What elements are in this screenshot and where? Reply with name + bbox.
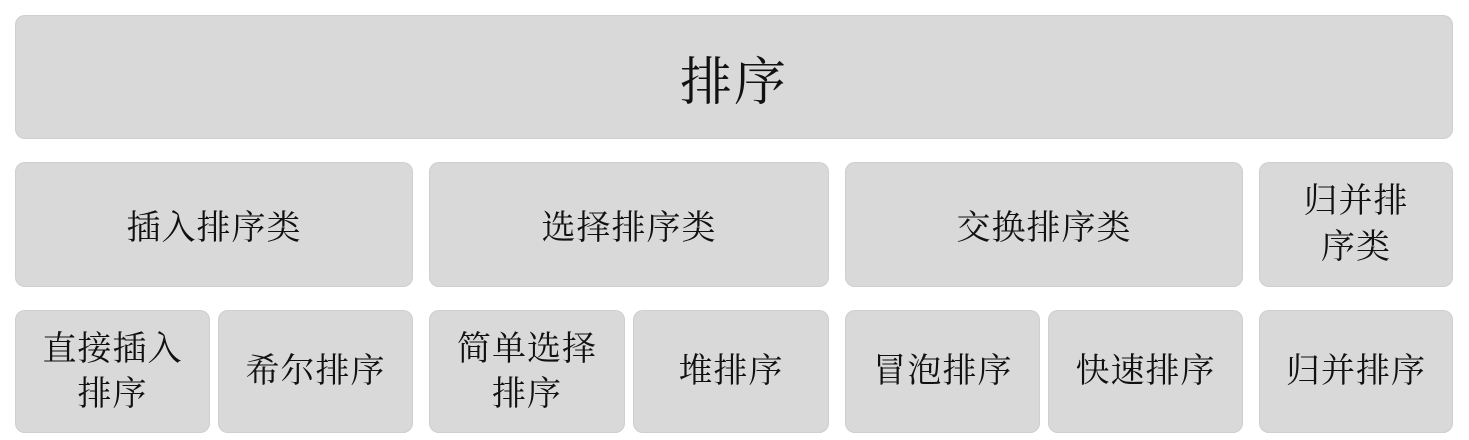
leaf-heap-sort bbox=[633, 310, 829, 433]
leaf-bubble-sort bbox=[845, 310, 1040, 433]
category-label: 选择排序类 bbox=[541, 208, 717, 248]
leaf-label: 简单选择 排序 bbox=[457, 329, 597, 414]
leaf-quick-sort bbox=[1048, 310, 1243, 433]
category-exchange-sort bbox=[845, 162, 1243, 287]
category-label: 归并排 序类 bbox=[1303, 180, 1409, 267]
category-merge-sort bbox=[1259, 162, 1453, 287]
leaf-label: 快速排序 bbox=[1075, 351, 1216, 392]
leaf-label: 直接插入 排序 bbox=[42, 329, 183, 414]
category-insertion-sort bbox=[15, 162, 413, 287]
root-label: 排序 bbox=[679, 52, 788, 113]
category-label: 交换排序类 bbox=[956, 208, 1132, 248]
leaf-label: 堆排序 bbox=[678, 351, 784, 392]
sorting-root-node bbox=[15, 15, 1453, 139]
leaf-label: 归并排序 bbox=[1286, 351, 1426, 392]
leaf-shell-sort bbox=[218, 310, 413, 433]
leaf-straight-insertion-sort bbox=[15, 310, 210, 433]
leaf-simple-selection-sort bbox=[429, 310, 625, 433]
category-label: 插入排序类 bbox=[126, 208, 302, 248]
leaf-label: 冒泡排序 bbox=[872, 351, 1013, 392]
leaf-merge-sort bbox=[1259, 310, 1453, 433]
leaf-label: 希尔排序 bbox=[245, 351, 386, 392]
category-selection-sort bbox=[429, 162, 829, 287]
